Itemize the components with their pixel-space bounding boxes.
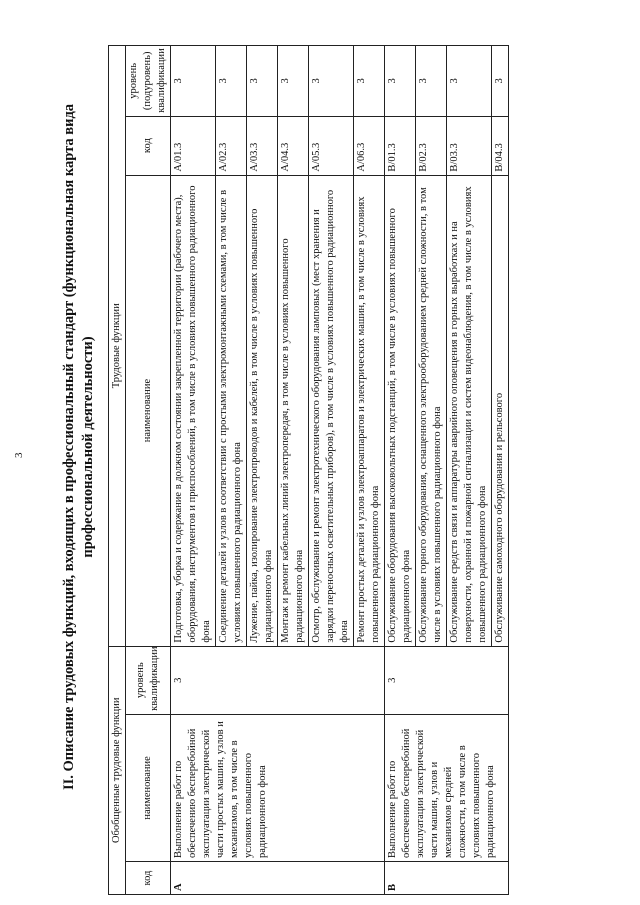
function-name: Лужение, пайка, изолирование электропроводов и кабелей, в том числе в условиях повышенного радиационного фона	[247, 175, 278, 646]
function-code: B/04.3	[492, 116, 509, 175]
col-header-name: наименование	[126, 714, 171, 861]
function-code: B/02.3	[416, 116, 447, 175]
function-code: A/03.3	[247, 116, 278, 175]
function-name: Подготовка, уборка и содержание в должном состоянии закрепленной территории (рабочего места), оборудования, инструментов и приспособлений, в том числе в условиях повышенного радиационного фона	[171, 175, 216, 646]
table-row	[171, 46, 216, 895]
function-name: Монтаж и ремонт кабельных линий электропередач, в том числе в условиях повышенного радиационного фона	[278, 175, 309, 646]
function-name: Осмотр, обслуживание и ремонт электротехнического оборудования ламповых (мест хранения и зарядки переносных осветительных приборов), в том числе в условиях повышенного радиационного фона	[309, 175, 354, 646]
function-name: Обслуживание средств связи и аппаратуры аварийного оповещения в горных выработках и на поверхности, охранной и пожарной сигнализации и систем видеонаблюдения, в том числе в условиях повышенного радиационного фона	[447, 175, 492, 646]
function-level: 3	[416, 46, 447, 117]
function-name: Обслуживание самоходного оборудования и рельсового	[492, 175, 509, 646]
function-level: 3	[247, 46, 278, 117]
function-level: 3	[354, 46, 385, 117]
function-code: A/01.3	[171, 116, 216, 175]
function-level: 3	[385, 46, 416, 117]
col-header-level: уровень квалификации	[126, 646, 171, 714]
function-code: A/05.3	[309, 116, 354, 175]
function-level: 3	[492, 46, 509, 117]
group-name: Выполнение работ по обеспечению бесперебойной эксплуатации электрической части машин, узлов и механизмов средней сложности, в том числе в условиях повышенного радиационного фона	[385, 714, 509, 861]
function-code: A/06.3	[354, 116, 385, 175]
table-row	[385, 46, 416, 895]
function-name: Соединение деталей и узлов в соответствии с простыми электромонтажными схемами, в том числе в условиях повышенного радиационного фона	[216, 175, 247, 646]
functional-map-table	[108, 45, 509, 895]
function-code: B/01.3	[385, 116, 416, 175]
function-code: B/03.3	[447, 116, 492, 175]
group-level: 3	[171, 646, 385, 714]
group-code: B	[385, 862, 509, 895]
labor-functions-header: Трудовые функции	[109, 46, 126, 647]
function-code: A/02.3	[216, 116, 247, 175]
group-code: A	[171, 862, 385, 895]
generalized-functions-header: Обобщенные трудовые функции	[109, 646, 126, 894]
function-name: Обслуживание оборудования высоковольтных подстанций, в том числе в условиях повышенного радиационного фона	[385, 175, 416, 646]
col-header-sublevel: уровень (подуровень) квалификации	[126, 46, 171, 117]
section-title: II. Описание трудовых функций, входящих в профессиональный стандарт (функциональная карта вида профессиональной деятельности)	[61, 103, 96, 791]
col-header-code: код	[126, 862, 171, 895]
group-level: 3	[385, 646, 509, 714]
col-header-function-code: код	[126, 116, 171, 175]
function-level: 3	[216, 46, 247, 117]
function-level: 3	[309, 46, 354, 117]
function-level: 3	[171, 46, 216, 117]
function-name: Ремонт простых деталей и узлов электроаппаратов и электрических машин, в том числе в условиях повышенного радиационного фона	[354, 175, 385, 646]
function-level: 3	[447, 46, 492, 117]
page-number: 3	[13, 452, 25, 458]
function-level: 3	[278, 46, 309, 117]
function-code: A/04.3	[278, 116, 309, 175]
col-header-function-name: наименование	[126, 175, 171, 646]
function-name: Обслуживание горного оборудования, оснащенного электрооборудованием средней сложности, в том числе в условиях повышенного радиационного фона	[416, 175, 447, 646]
group-name: Выполнение работ по обеспечению бесперебойной эксплуатации электрической части простых машин, узлов и механизмов, в том числе в условиях повышенного радиационного фона	[171, 714, 385, 861]
